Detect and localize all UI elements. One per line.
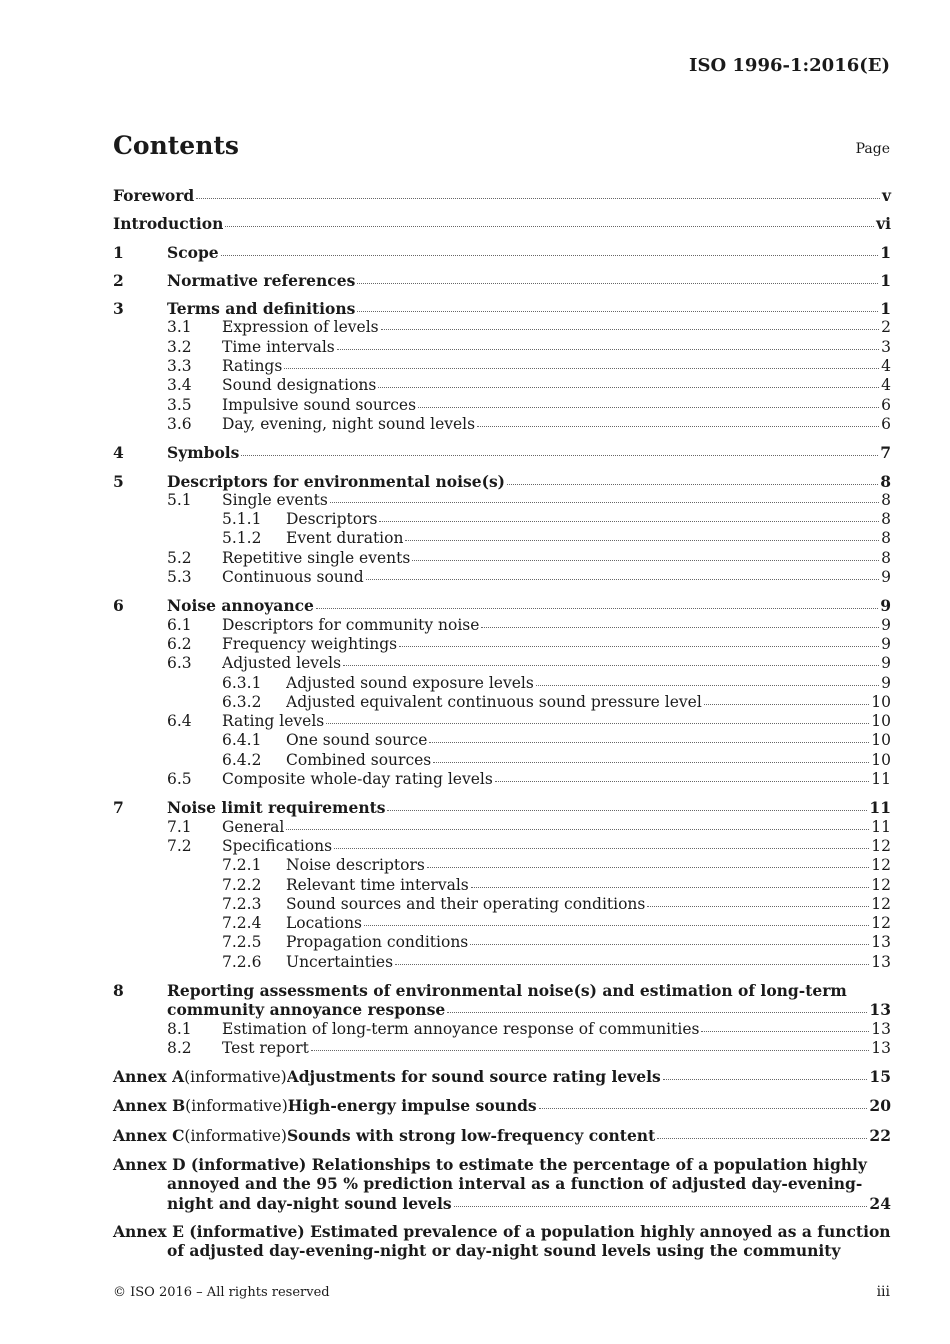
toc-entry-title: Time intervals (222, 337, 335, 356)
dot-leader (663, 1079, 868, 1080)
toc-entry-title: Descriptors (286, 510, 378, 529)
toc-entry-title: Adjusted equivalent continuous sound pressure level (286, 692, 702, 711)
toc-entry-page: 11 (869, 798, 891, 818)
annex-title-line: of adjusted day-evening-night or day-night sound levels using the community (167, 1241, 841, 1261)
annex-label: Annex E (113, 1221, 184, 1241)
toc-entry-page: 8 (880, 471, 891, 491)
toc-entry-title-line: community annoyance response (167, 1000, 446, 1020)
toc-entry[interactable] (113, 529, 891, 548)
dot-leader (704, 704, 869, 705)
toc-entry-number: 3 (113, 299, 124, 319)
toc-entry[interactable] (113, 981, 891, 1020)
toc-entry-number: 4 (113, 443, 124, 463)
dot-leader (241, 455, 878, 456)
toc-entry-page: 10 (871, 692, 891, 711)
document-id-header: ISO 1996-1:2016(E) (689, 55, 890, 76)
toc-entry-page: 9 (881, 654, 891, 673)
toc-entry[interactable] (113, 1039, 891, 1058)
toc-entry-page: 3 (881, 337, 891, 356)
page-number: iii (876, 1284, 890, 1300)
dot-leader (196, 198, 880, 199)
toc-entry-number: 3.6 (167, 414, 192, 433)
annex-kind: (informative) (184, 1068, 287, 1087)
toc-entry-page: 10 (871, 712, 891, 731)
toc-entry-title: Descriptors for community noise (222, 615, 480, 634)
toc-entry-number: 7.2.6 (222, 952, 262, 971)
toc-entry-title: Single events (222, 490, 328, 509)
dot-leader (330, 502, 879, 503)
toc-entry-title-line: Reporting assessments of environmental noise(s) and estimation of long-term (167, 980, 847, 1000)
toc-entry-title: Repetitive single events (222, 548, 411, 567)
dot-leader (471, 887, 870, 888)
toc-entry-title: Noise annoyance (167, 596, 314, 616)
toc-entry-number: 6.3.1 (222, 673, 262, 692)
annex-title-line: Adjustments for sound source rating levels (286, 1067, 661, 1087)
toc-entry[interactable] (113, 491, 891, 510)
toc-entry-number: 5.1.2 (222, 529, 262, 548)
dot-leader (427, 867, 869, 868)
toc-annex-entry[interactable] (113, 1067, 891, 1087)
toc-entry-page: 9 (881, 615, 891, 634)
toc-entry[interactable] (113, 731, 891, 750)
toc-entry-title: Rating levels (222, 712, 325, 731)
toc-entry-page: 15 (869, 1067, 891, 1087)
annex-label: Annex C (113, 1125, 185, 1145)
toc-entry-number: 3.3 (167, 357, 192, 376)
toc-entry-page: 7 (880, 443, 891, 463)
toc-annex-entry[interactable] (113, 1155, 891, 1213)
toc-entry[interactable] (113, 243, 891, 262)
toc-entry[interactable] (113, 635, 891, 654)
annex-title-line: night and day-night sound levels (167, 1193, 452, 1213)
dot-leader (481, 627, 879, 628)
toc-entry-number: 5.1.1 (222, 510, 262, 529)
page-column-label: Page (855, 141, 890, 157)
dot-leader (429, 742, 869, 743)
dot-leader (379, 521, 879, 522)
toc-entry-title: Terms and definitions (167, 299, 356, 319)
toc-entry-number: 7.2.4 (222, 914, 262, 933)
toc-entry-number: 6.4.2 (222, 750, 262, 769)
toc-entry-title: Composite whole-day rating levels (222, 770, 493, 789)
toc-entry[interactable] (113, 895, 891, 914)
toc-entry-page: 13 (871, 952, 891, 971)
toc-entry-number: 7.2.2 (222, 875, 262, 894)
toc-entry-title: Propagation conditions (286, 933, 469, 952)
toc-entry[interactable] (113, 933, 891, 952)
annex-kind: (informative) (184, 1126, 287, 1145)
toc-entry-number: 5.2 (167, 548, 192, 567)
toc-entry-page: 12 (871, 856, 891, 875)
toc-entry-page: 12 (871, 836, 891, 855)
annex-title-line: Estimated prevalence of a population highly annoyed as a function (310, 1221, 891, 1241)
toc-entry-page: 12 (871, 875, 891, 894)
toc-entry-title: Specifications (222, 836, 333, 855)
toc-entry-number: 1 (113, 242, 124, 262)
toc-entry-number: 6.2 (167, 634, 192, 653)
toc-entry-title: Ratings (222, 357, 283, 376)
dot-leader (657, 1138, 867, 1139)
toc-entry-title: Sound designations (222, 376, 377, 395)
dot-leader (470, 944, 869, 945)
annex-title-line: Sounds with strong low-frequency content (286, 1125, 656, 1145)
toc-entry-number: 5.1 (167, 490, 192, 509)
dot-leader (701, 1031, 869, 1032)
toc-entry[interactable] (113, 318, 891, 337)
toc-entry-page: 9 (881, 634, 891, 653)
dot-leader (364, 925, 869, 926)
toc-entry-title: Noise limit requirements (167, 798, 386, 818)
toc-entry[interactable] (113, 214, 891, 233)
toc-entry-page: 9 (881, 673, 891, 692)
toc-entry-page: vi (876, 214, 891, 234)
dot-leader (357, 283, 878, 284)
dot-leader (387, 810, 867, 811)
dot-leader (447, 1012, 867, 1013)
toc-entry-number: 3.4 (167, 376, 192, 395)
toc-entry-title: Noise descriptors (286, 856, 425, 875)
toc-entry-number: 6.4 (167, 712, 192, 731)
toc-entry[interactable] (113, 396, 891, 415)
page-title: Contents (113, 131, 240, 160)
toc-entry-page: 13 (871, 1019, 891, 1038)
toc-entry[interactable] (113, 953, 891, 972)
toc-entry[interactable] (113, 751, 891, 770)
toc-entry-title: Event duration (286, 529, 404, 548)
toc-entry-number: 3.2 (167, 337, 192, 356)
dot-leader (405, 540, 879, 541)
toc-entry-title: Continuous sound (222, 568, 364, 587)
toc-entry-title: Frequency weightings (222, 634, 398, 653)
copyright-notice: © ISO 2016 – All rights reserved (113, 1285, 330, 1300)
toc-entry-page: 10 (871, 750, 891, 769)
toc-entry[interactable] (113, 818, 891, 837)
dot-leader (454, 1206, 868, 1207)
toc-entry[interactable] (113, 549, 891, 568)
toc-entry-page: 8 (881, 548, 891, 567)
toc-entry-page: 24 (869, 1193, 891, 1213)
toc-entry-title: Adjusted sound exposure levels (286, 673, 534, 692)
toc-entry-number: 5.3 (167, 568, 192, 587)
dot-leader (337, 349, 879, 350)
toc-entry-page: 11 (871, 770, 891, 789)
toc-entry-page: 1 (880, 242, 891, 262)
toc-entry-title: Descriptors for environmental noise(s) (167, 471, 506, 491)
toc-entry-title: Introduction (113, 214, 224, 234)
toc-entry-number: 7.2.3 (222, 894, 262, 913)
toc-entry-title: Symbols (167, 443, 240, 463)
toc-entry-page: 11 (871, 817, 891, 836)
toc-entry-number: 2 (113, 270, 124, 290)
toc-entry[interactable] (113, 798, 891, 817)
dot-leader (539, 1108, 868, 1109)
toc-entry-number: 6.5 (167, 770, 192, 789)
toc-entry[interactable] (113, 712, 891, 731)
dot-leader (366, 579, 879, 580)
annex-kind: (informative) (189, 1221, 305, 1241)
toc-annex-entry[interactable] (113, 1096, 891, 1116)
toc-entry-title: Locations (286, 914, 363, 933)
toc-entry-title: Day, evening, night sound levels (222, 414, 476, 433)
dot-leader (412, 560, 879, 561)
toc-entry-number: 8.2 (167, 1038, 192, 1057)
toc-entry-title: Foreword (113, 186, 195, 205)
toc-entry[interactable] (113, 1020, 891, 1039)
toc-entry-number: 3.5 (167, 395, 192, 414)
dot-leader (507, 484, 878, 485)
toc-entry-page: 22 (869, 1125, 891, 1145)
table-of-contents (113, 186, 891, 1261)
annex-label: Annex D (113, 1155, 186, 1175)
dot-leader (334, 848, 869, 849)
toc-entry-page: v (881, 186, 891, 205)
toc-entry-page: 1 (880, 270, 891, 290)
toc-entry-page: 8 (881, 529, 891, 548)
toc-entry[interactable] (113, 415, 891, 434)
toc-entry-number: 7 (113, 798, 124, 818)
toc-entry-number: 3.1 (167, 318, 192, 337)
annex-title-line: Relationships to estimate the percentage of a population highly (311, 1155, 867, 1175)
toc-entry-title: Test report (222, 1038, 309, 1057)
toc-entry-page: 6 (881, 414, 891, 433)
toc-entry-title: Expression of levels (222, 318, 379, 337)
annex-label: Annex A (113, 1067, 185, 1087)
toc-entry-title: General (222, 817, 285, 836)
dot-leader (284, 368, 879, 369)
toc-entry-page: 13 (871, 933, 891, 952)
toc-entry-number: 7.1 (167, 817, 192, 836)
toc-entry[interactable] (113, 770, 891, 789)
toc-entry-title: Normative references (167, 270, 356, 290)
dot-leader (286, 829, 869, 830)
toc-entry[interactable] (113, 299, 891, 318)
toc-entry[interactable] (113, 616, 891, 635)
toc-entry-page: 13 (869, 1000, 891, 1020)
dot-leader (378, 387, 879, 388)
toc-entry-title: Impulsive sound sources (222, 395, 417, 414)
toc-entry-page: 4 (881, 376, 891, 395)
dot-leader (221, 255, 879, 256)
toc-entry-title: Relevant time intervals (286, 875, 469, 894)
dot-leader (381, 329, 879, 330)
toc-entry-number: 8 (113, 980, 124, 1000)
toc-entry-page: 12 (871, 914, 891, 933)
toc-entry-page: 8 (881, 510, 891, 529)
toc-entry-page: 12 (871, 894, 891, 913)
toc-entry-page: 2 (881, 318, 891, 337)
toc-entry-page: 10 (871, 731, 891, 750)
toc-entry[interactable] (113, 338, 891, 357)
toc-entry[interactable] (113, 837, 891, 856)
toc-entry-number: 7.2.5 (222, 933, 262, 952)
toc-entry[interactable] (113, 376, 891, 395)
dot-leader (311, 1050, 869, 1051)
dot-leader (316, 608, 878, 609)
dot-leader (399, 646, 879, 647)
dot-leader (433, 762, 869, 763)
dot-leader (357, 311, 878, 312)
toc-entry-number: 6.1 (167, 615, 192, 634)
dot-leader (343, 665, 879, 666)
dot-leader (495, 781, 869, 782)
toc-entry-title: Adjusted levels (222, 654, 342, 673)
toc-annex-entry[interactable] (113, 1222, 891, 1261)
toc-entry[interactable] (113, 443, 891, 462)
toc-entry-title: Scope (167, 242, 219, 262)
annex-label: Annex B (113, 1096, 186, 1116)
toc-entry[interactable] (113, 674, 891, 693)
annex-title-line: High-energy impulse sounds (287, 1096, 537, 1116)
annex-kind: (informative) (190, 1155, 307, 1175)
toc-entry-title: Estimation of long-term annoyance response of communities (222, 1019, 700, 1038)
dot-leader (326, 723, 869, 724)
toc-entry-number: 7.2.1 (222, 856, 262, 875)
toc-entry-number: 6 (113, 596, 124, 616)
dot-leader (477, 426, 879, 427)
toc-annex-entry[interactable] (113, 1126, 891, 1146)
dot-leader (225, 226, 874, 227)
toc-entry[interactable] (113, 186, 891, 205)
toc-entry-page: 9 (880, 596, 891, 616)
toc-entry-title: One sound source (286, 731, 428, 750)
toc-entry-page: 9 (881, 568, 891, 587)
dot-leader (647, 906, 869, 907)
toc-entry-number: 8.1 (167, 1019, 192, 1038)
toc-entry-page: 1 (880, 299, 891, 319)
toc-entry-page: 4 (881, 357, 891, 376)
toc-entry-number: 6.4.1 (222, 731, 262, 750)
toc-entry[interactable] (113, 654, 891, 673)
toc-entry-number: 5 (113, 471, 124, 491)
toc-entry[interactable] (113, 693, 891, 712)
toc-entry-title: Sound sources and their operating conditions (286, 894, 646, 913)
toc-entry[interactable] (113, 914, 891, 933)
toc-entry[interactable] (113, 568, 891, 587)
toc-entry[interactable] (113, 271, 891, 290)
toc-entry-number: 6.3.2 (222, 692, 262, 711)
toc-entry-number: 6.3 (167, 654, 192, 673)
annex-title-line: annoyed and the 95 % prediction interval as a function of adjusted day-evening- (167, 1174, 863, 1194)
dot-leader (395, 964, 869, 965)
dot-leader (536, 685, 879, 686)
toc-entry-title: Combined sources (286, 750, 432, 769)
annex-kind: (informative) (185, 1097, 288, 1116)
toc-entry[interactable] (113, 472, 891, 491)
toc-entry-page: 20 (869, 1096, 891, 1116)
toc-entry[interactable] (113, 856, 891, 875)
toc-entry[interactable] (113, 510, 891, 529)
toc-entry-page: 8 (881, 490, 891, 509)
toc-entry-title: Uncertainties (286, 952, 394, 971)
dot-leader (418, 407, 879, 408)
toc-entry-number: 7.2 (167, 836, 192, 855)
toc-entry-page: 13 (871, 1038, 891, 1057)
toc-entry-page: 6 (881, 395, 891, 414)
toc-entry[interactable] (113, 596, 891, 615)
toc-entry[interactable] (113, 876, 891, 895)
toc-entry[interactable] (113, 357, 891, 376)
